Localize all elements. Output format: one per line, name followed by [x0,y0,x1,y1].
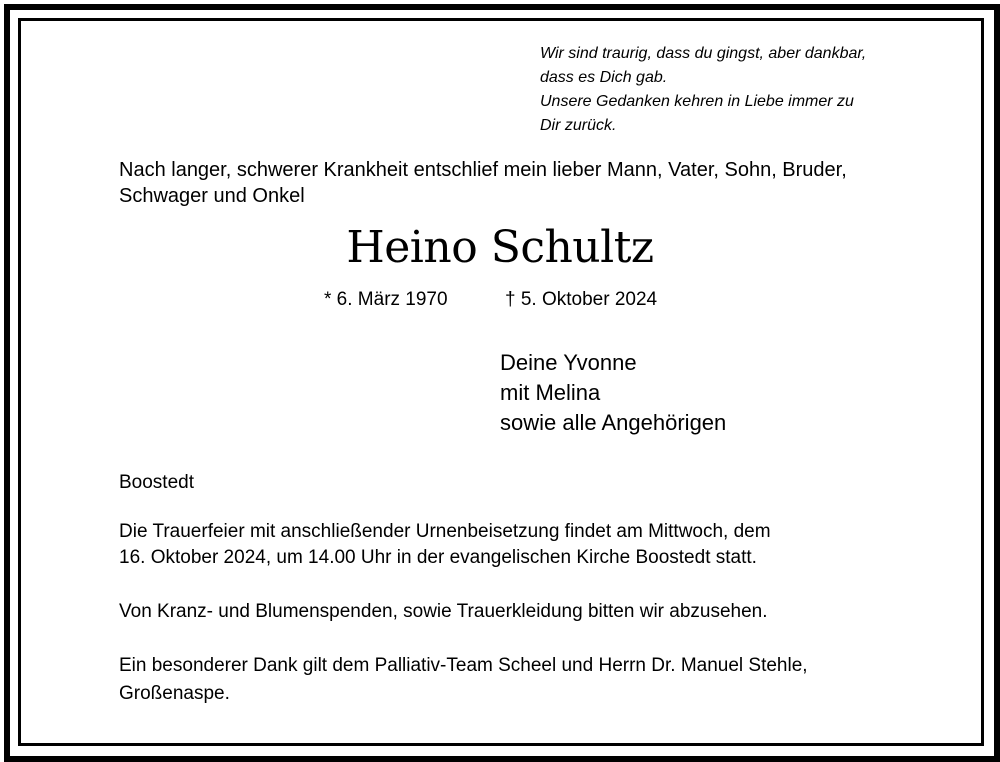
ceremony-text [119,519,771,571]
motto-line: Wir sind traurig, dass du gingst, aber dankbar, [540,45,867,62]
motto-line: Unsere Gedanken kehren in Liebe immer zu [540,93,854,110]
intro-line: Nach langer, schwerer Krankheit entschlief mein lieber Mann, Vater, Sohn, Bruder, [119,159,847,181]
donation-wish-text: Von Kranz- und Blumenspenden, sowie Trauerkleidung bitten wir abzusehen. [119,601,768,622]
motto-line: dass es Dich gab. [540,69,668,86]
motto-verse [540,42,866,138]
intro-line: Schwager und Onkel [119,185,305,207]
signers-block [500,348,726,438]
death-date: † 5. Oktober 2024 [505,289,658,310]
motto-line: Dir zurück. [540,117,617,134]
signer-line: sowie alle Angehörigen [500,410,727,435]
thanks-line: Ein besonderer Dank gilt dem Palliativ-Team Scheel und Herrn Dr. Manuel Stehle, [119,655,808,676]
thanks-text [119,652,808,708]
intro-text [119,157,847,209]
thanks-line: Großenaspe. [119,683,230,704]
signer-line: mit Melina [500,380,601,405]
birth-date: * 6. März 1970 [324,289,448,310]
ceremony-line: 16. Oktober 2024, um 14.00 Uhr in der evangelischen Kirche Boostedt statt. [119,547,757,568]
signer-line: Deine Yvonne [500,350,637,375]
deceased-name: Heino Schultz [346,222,654,273]
place-name: Boostedt [119,472,194,493]
ceremony-line: Die Trauerfeier mit anschließender Urnenbeisetzung findet am Mittwoch, dem [119,521,771,542]
